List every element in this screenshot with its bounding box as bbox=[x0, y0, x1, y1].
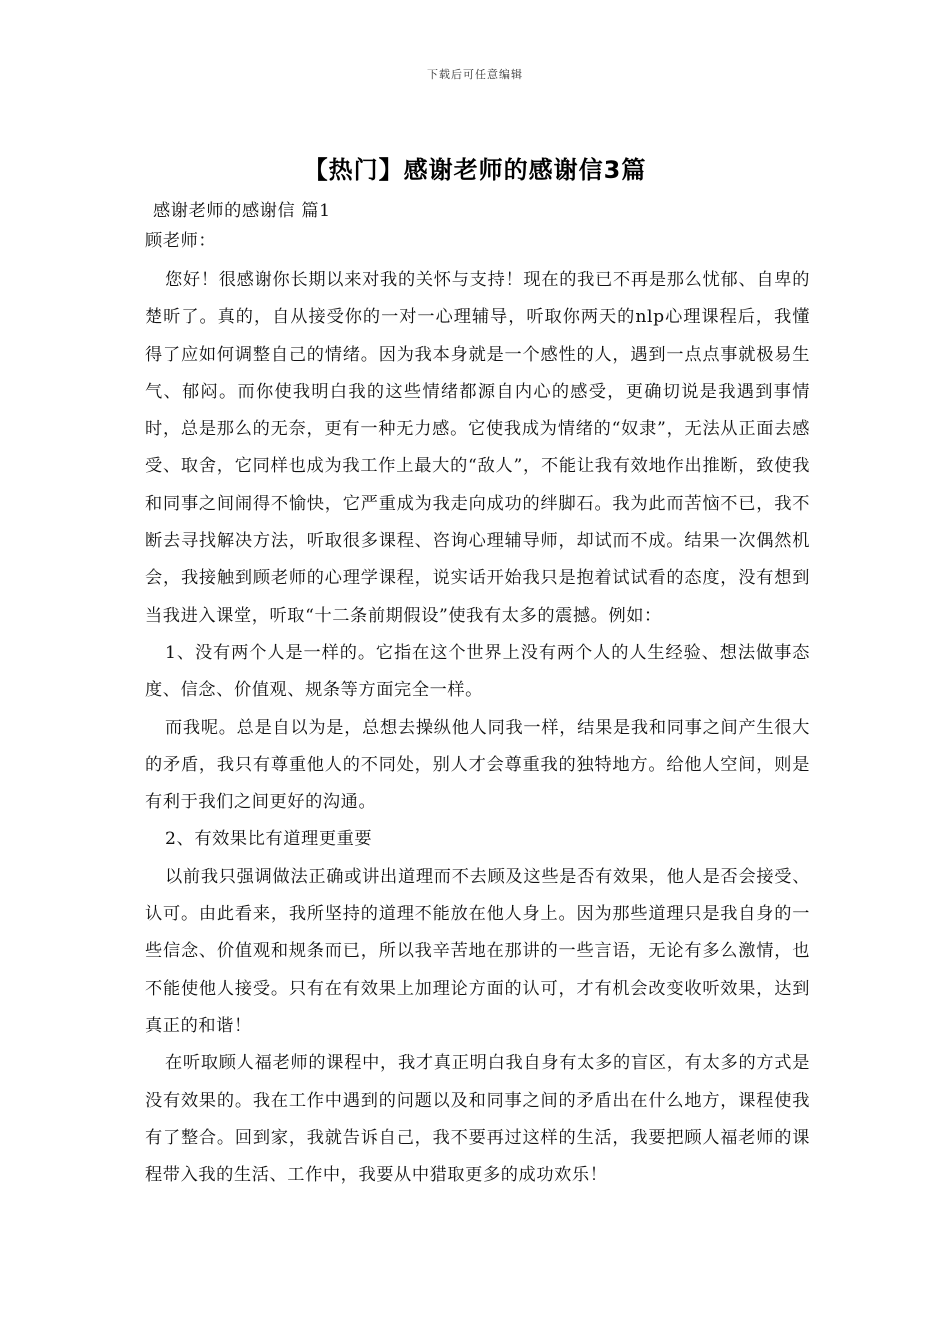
paragraph-intro: 您好！很感谢你长期以来对我的关怀与支持！现在的我已不再是那么忧郁、自卑的楚昕了。真的，自从接受你的一对一心理辅导，听取你两天的nlp心理课程后，我懂得了应如何调整自己的情绪。因为我本身就是一个感性的人，遇到一点点事就极易生气、郁闷。而你使我明白我的这些情绪都源自内心的感受，更确切说是我遇到事情时，总是那么的无奈，更有一种无力感。它使我成为情绪的“奴隶”，无法从正面去感受、取舍，它同样也成为我工作上最大的“敌人”，不能让我有效地作出推断，致使我和同事之间闹得不愉快，它严重成为我走向成功的绊脚石。我为此而苦恼不已，我不断去寻找解决方法，听取很多课程、咨询心理辅导师，却试而不成。结果一次偶然机会，我接触到顾老师的心理学课程，说实话开始我只是抱着试试看的态度，没有想到当我进入课堂，听取“十二条前期假设”使我有太多的震撼。例如： bbox=[145, 270, 810, 626]
letter-salutation: 顾老师： bbox=[145, 231, 217, 251]
paragraph-point-1: 1、没有两个人是一样的。它指在这个世界上没有两个人的人生经验、想法做事态度、信念、价值观、规条等方面完全一样。 bbox=[145, 642, 810, 701]
paragraph-reflection-1: 而我呢。总是自以为是，总想去操纵他人同我一样，结果是我和同事之间产生很大的矛盾，我只有尊重他人的不同处，别人才会尊重我的独特地方。给他人空间，则是有利于我们之间更好的沟通。 bbox=[145, 717, 810, 813]
paragraph-reflection-2: 以前我只强调做法正确或讲出道理而不去顾及这些是否有效果，他人是否会接受、认可。由此看来，我所坚持的道理不能放在他人身上。因为那些道理只是我自身的一些信念、价值观和规条而已，所以我辛苦地在那讲的一些言语，无论有多么激情，也不能使他人接受。只有在有效果上加理论方面的认可，才有机会改变收听效果，达到真正的和谐！ bbox=[145, 866, 810, 1036]
paragraph-point-2: 2、有效果比有道理更重要 bbox=[165, 829, 373, 850]
section-subtitle: 感谢老师的感谢信 篇1 bbox=[153, 201, 331, 221]
paragraph-conclusion: 在听取顾人福老师的课程中，我才真正明白我自身有太多的盲区，有太多的方式是没有效果的。我在工作中遇到的问题以及和同事之间的矛盾出在什么地方，课程使我有了整合。回到家，我就告诉自己，我不要再过这样的生活，我要把顾人福老师的课程带入我的生活、工作中，我要从中猎取更多的成功欢乐！ bbox=[145, 1053, 810, 1186]
document-body bbox=[145, 196, 810, 1194]
header-note: 下载后可任意编辑 bbox=[427, 68, 523, 81]
document-title: 【热门】感谢老师的感谢信3篇 bbox=[303, 156, 647, 184]
